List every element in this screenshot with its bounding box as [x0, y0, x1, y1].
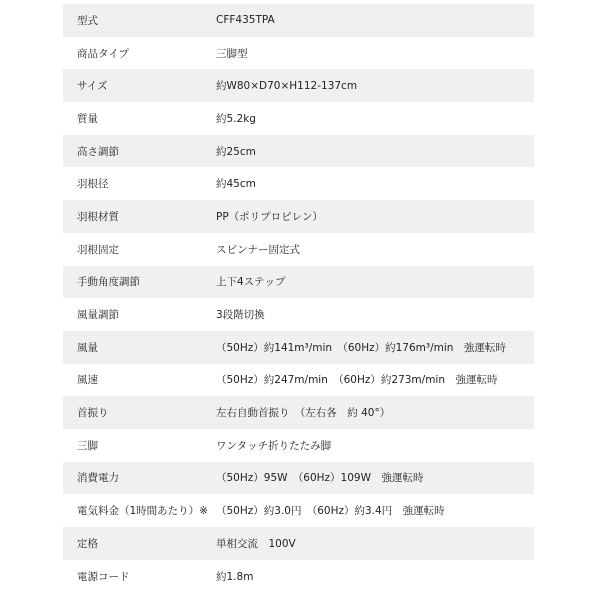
spec-value: CFF435TPA	[216, 14, 275, 27]
spec-label: 手動角度調節	[77, 276, 140, 289]
spec-value: 左右自動首振り （左右各 約 40°）	[216, 407, 391, 420]
spec-row-wind-speed	[63, 364, 534, 397]
spec-row-height-adjust	[63, 135, 534, 168]
spec-label: 型式	[77, 14, 98, 27]
spec-value: スピンナー固定式	[216, 243, 300, 256]
spec-label: 首振り	[77, 407, 109, 420]
spec-row-electricity-cost	[63, 494, 534, 527]
spec-row-blade-diameter	[63, 167, 534, 200]
spec-value: 約45cm	[216, 178, 256, 191]
spec-value: （50Hz）約247m/min （60Hz）約273m/min 強運転時	[216, 374, 498, 387]
spec-row-weight	[63, 102, 534, 135]
spec-label: 電気料金（1時間あたり）※	[77, 505, 208, 518]
spec-value: 上下4ステップ	[216, 276, 286, 289]
spec-label: 高さ調節	[77, 145, 119, 158]
spec-value: 単相交流 100V	[216, 537, 296, 550]
spec-label: 三脚	[77, 439, 98, 452]
spec-row-model	[63, 4, 534, 37]
spec-table	[63, 4, 534, 592]
spec-row-tripod	[63, 429, 534, 462]
spec-value: 三脚型	[216, 47, 248, 60]
spec-row-manual-angle	[63, 266, 534, 299]
spec-value: PP（ポリプロピレン）	[216, 210, 323, 223]
spec-value: 約5.2kg	[216, 112, 256, 125]
spec-row-oscillation	[63, 396, 534, 429]
spec-label: 消費電力	[77, 472, 119, 485]
spec-label: 商品タイプ	[77, 47, 129, 60]
spec-label: 羽根材質	[77, 210, 119, 223]
spec-value: （50Hz）95W （60Hz）109W 強運転時	[216, 472, 424, 485]
spec-value: （50Hz）約3.0円 （60Hz）約3.4円 強運転時	[216, 505, 445, 518]
spec-label: 電源コード	[77, 570, 130, 583]
spec-label: 風量調節	[77, 309, 119, 322]
spec-label: 羽根径	[77, 178, 109, 191]
spec-row-airflow-adjust	[63, 298, 534, 331]
spec-row-power-consumption	[63, 462, 534, 495]
spec-row-blade-material	[63, 200, 534, 233]
spec-label: 羽根固定	[77, 243, 119, 256]
spec-value: （50Hz）約141m³/min （60Hz）約176m³/min 強運転時	[216, 341, 506, 354]
spec-row-power-cord	[63, 560, 534, 593]
spec-row-rating	[63, 527, 534, 560]
spec-label: 質量	[77, 112, 98, 125]
spec-label: 風量	[77, 341, 98, 354]
spec-label: サイズ	[77, 80, 108, 93]
spec-row-size	[63, 69, 534, 102]
spec-row-blade-fixing	[63, 233, 534, 266]
spec-value: 約1.8m	[216, 570, 254, 583]
spec-label: 風速	[77, 374, 98, 387]
spec-value: 3段階切換	[216, 309, 265, 322]
spec-row-airflow	[63, 331, 534, 364]
spec-value: 約25cm	[216, 145, 256, 158]
spec-label: 定格	[77, 537, 98, 550]
spec-row-product-type	[63, 37, 534, 70]
spec-value: 約W80×D70×H112-137cm	[216, 80, 358, 93]
spec-value: ワンタッチ折りたたみ脚	[216, 439, 332, 452]
